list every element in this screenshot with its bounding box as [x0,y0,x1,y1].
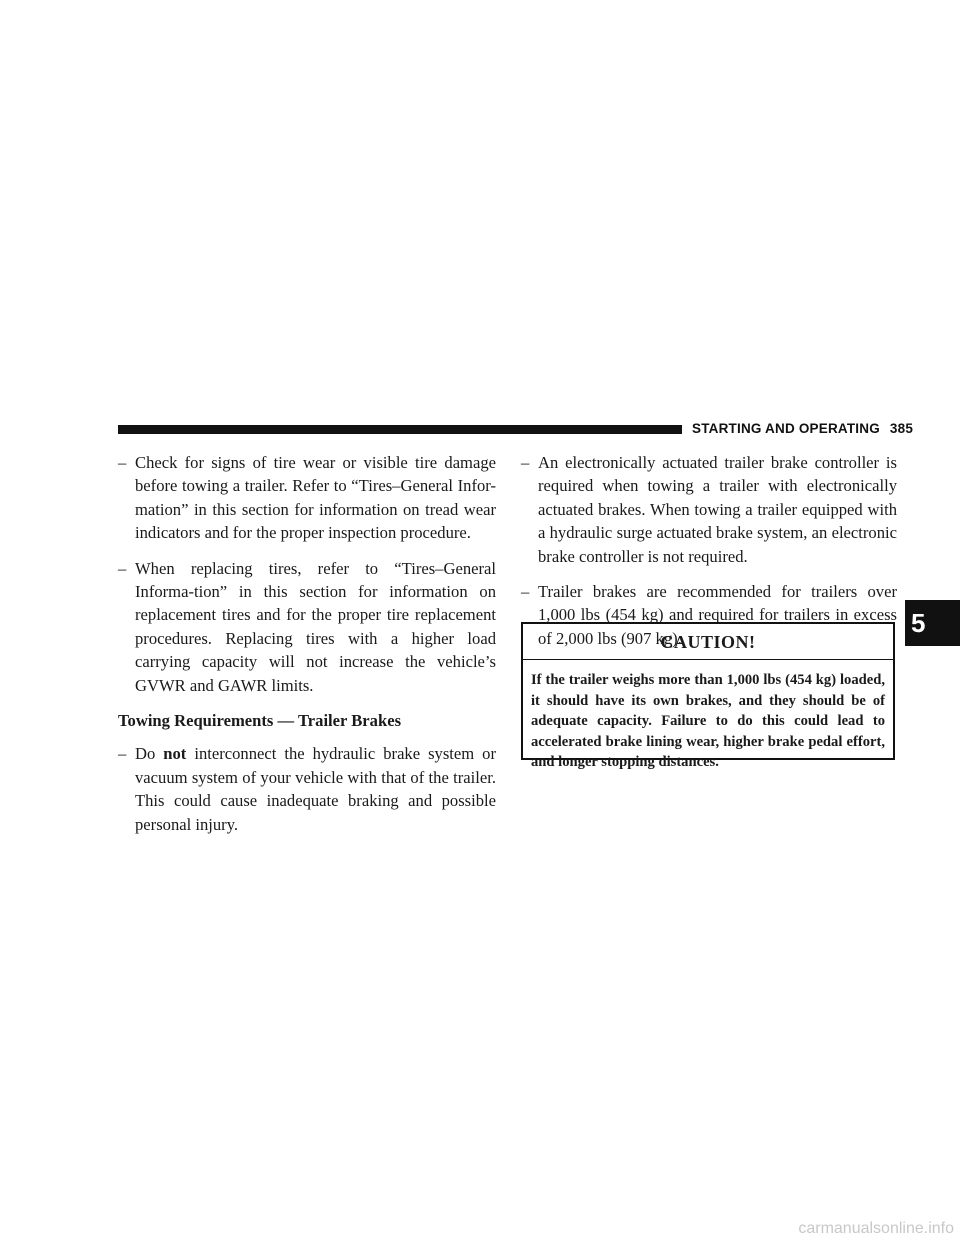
watermark: carmanualsonline.info [798,1220,954,1237]
dash-bullet: – [118,744,127,764]
caution-box [521,622,895,770]
page-number: 385 [889,421,914,436]
list-item: – Trailer brakes are recommended for trailers over 1,000 lbs (454 kg) and required for trailers in excess of 2,000 lbs (907 kg). [521,582,897,648]
chapter-tab: 5 [905,600,960,646]
caution-body: If the trailer weighs more than 1,000 lbs (454 kg) loaded, it should have its own brakes, and they should be of adequate capacity. Failure to do this could lead to accelerated brake lining wear, higher brake pedal effort, and longer stopping distances. [531,672,885,770]
list-item: – Check for signs of tire wear or visible tire damage before towing a trailer. Refer to “Tires–General Infor-mation” in this section for information on tread wear indicators and for the proper inspection procedure. [118,453,496,543]
header-rule [118,425,682,434]
dash-bullet: – [118,453,127,472]
caution-title: CAUTION! [523,624,893,660]
dash-bullet: – [521,582,530,602]
list-item: – When replacing tires, refer to “Tires–General Informa-tion” in this section for information on replacement tires and for the proper tire replacement procedures. Replacing tires with a higher load carrying capacity will not increase the vehicle’s GVWR and GAWR limits. [118,558,496,695]
running-header [692,421,914,436]
emphasis-not: not [163,744,187,764]
list-item: – Do not interconnect the hydraulic brake system or vacuum system of your vehicle with that of the trailer. This could cause inadequate braking and possible personal injury. [118,744,496,834]
dash-bullet: – [521,453,530,472]
section-title: STARTING AND OPERATING [692,421,880,436]
dash-bullet: – [118,558,127,578]
left-column [118,451,496,848]
list-item: – An electronically actuated trailer brake controller is required when towing a trailer with electronically actuated brakes. When towing a trailer equipped with a hydraulic surge actuated brake system, an electronic brake controller is not required. [521,453,897,566]
section-heading: Towing Requirements — Trailer Brakes [118,711,402,731]
